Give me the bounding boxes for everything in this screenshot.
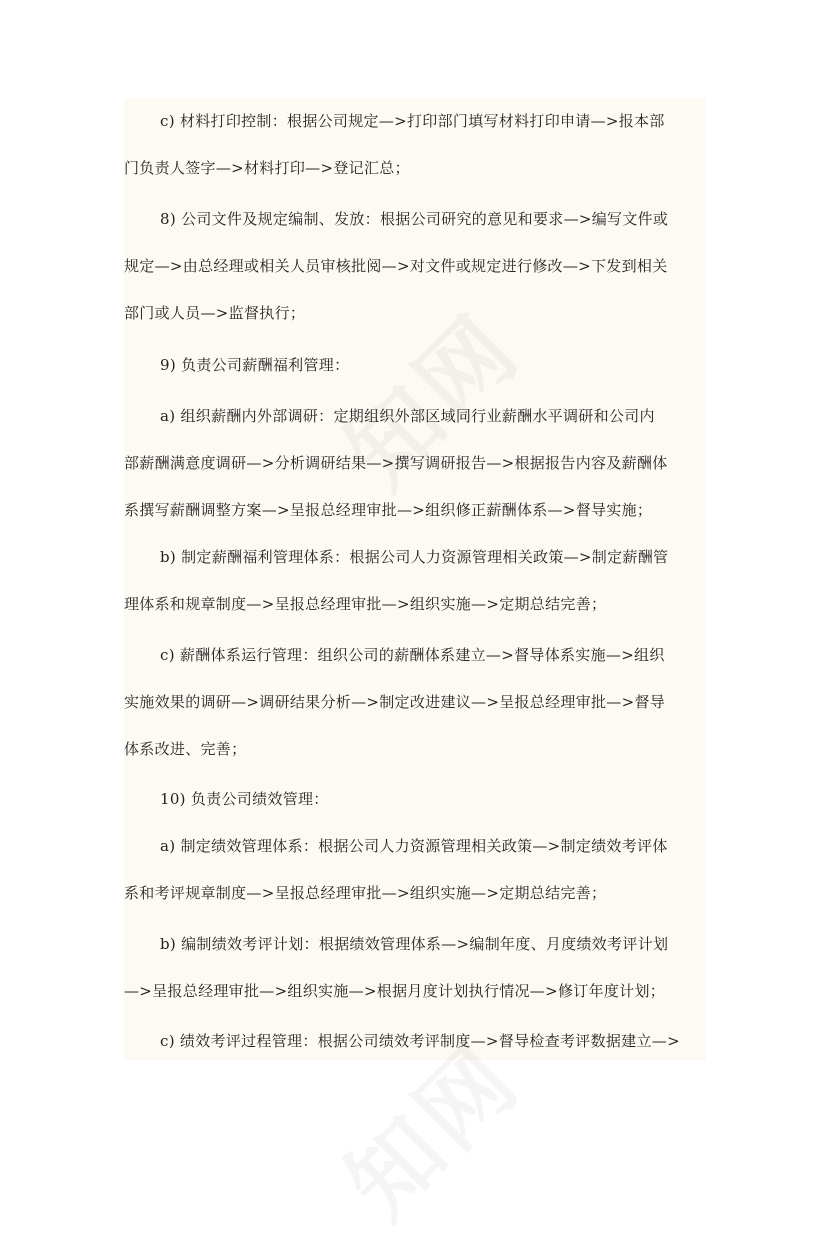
text-line: 9) 负责公司薪酬福利管理： <box>160 356 350 374</box>
paragraph-item-10 <box>124 776 706 823</box>
paragraph-print-control <box>124 98 706 192</box>
paragraph-performance-system <box>124 823 706 917</box>
text-line: c) 材料打印控制：根据公司规定—>打印部门填写材料打印申请—>报本部 <box>160 112 665 130</box>
text-line: c) 绩效考评过程管理：根据公司绩效考评制度—>督导检查考评数据建立—> <box>160 1032 680 1050</box>
text-line: 门负责人签字—>材料打印—>登记汇总； <box>124 159 410 177</box>
paragraph-item-8 <box>124 196 706 337</box>
text-line: 实施效果的调研—>调研结果分析—>制定改进建议—>呈报总经理审批—>督导 <box>124 693 666 711</box>
text-line: c) 薪酬体系运行管理：组织公司的薪酬体系建立—>督导体系实施—>组织 <box>160 646 665 664</box>
paragraph-salary-operation <box>124 632 706 773</box>
text-line: 部门或人员—>监督执行； <box>124 304 306 322</box>
text-line: 10) 负责公司绩效管理： <box>160 790 329 808</box>
text-line: 规定—>由总经理或相关人员审核批阅—>对文件或规定进行修改—>下发到相关 <box>124 257 668 275</box>
text-line: 部薪酬满意度调研—>分析调研结果—>撰写调研报告—>根据报告内容及薪酬体 <box>124 454 668 472</box>
paragraph-item-9 <box>124 342 706 389</box>
paragraph-performance-plan <box>124 921 706 1015</box>
text-line: 系和考评规章制度—>呈报总经理审批—>组织实施—>定期总结完善； <box>124 884 607 902</box>
text-line: b) 编制绩效考评计划：根据绩效管理体系—>编制年度、月度绩效考评计划 <box>160 935 669 953</box>
text-line: a) 组织薪酬内外部调研：定期组织外部区域同行业薪酬水平调研和公司内 <box>160 407 655 425</box>
text-line: 理体系和规章制度—>呈报总经理审批—>组织实施—>定期总结完善； <box>124 595 607 613</box>
text-line: 体系改进、完善； <box>124 740 247 758</box>
text-line: 8) 公司文件及规定编制、发放：根据公司研究的意见和要求—>编写文件或 <box>160 210 669 228</box>
text-line: a) 制定绩效管理体系：根据公司人力资源管理相关政策—>制定绩效考评体 <box>160 837 668 855</box>
paragraph-salary-system <box>124 534 706 628</box>
paragraph-salary-research <box>124 393 706 534</box>
paragraph-performance-process <box>124 1018 706 1065</box>
text-line: b) 制定薪酬福利管理体系：根据公司人力资源管理相关政策—>制定薪酬管 <box>160 548 669 566</box>
text-line: 系撰写薪酬调整方案—>呈报总经理审批—>组织修正薪酬体系—>督导实施； <box>124 501 653 519</box>
text-line: —>呈报总经理审批—>组织实施—>根据月度计划执行情况—>修订年度计划； <box>124 982 666 1000</box>
